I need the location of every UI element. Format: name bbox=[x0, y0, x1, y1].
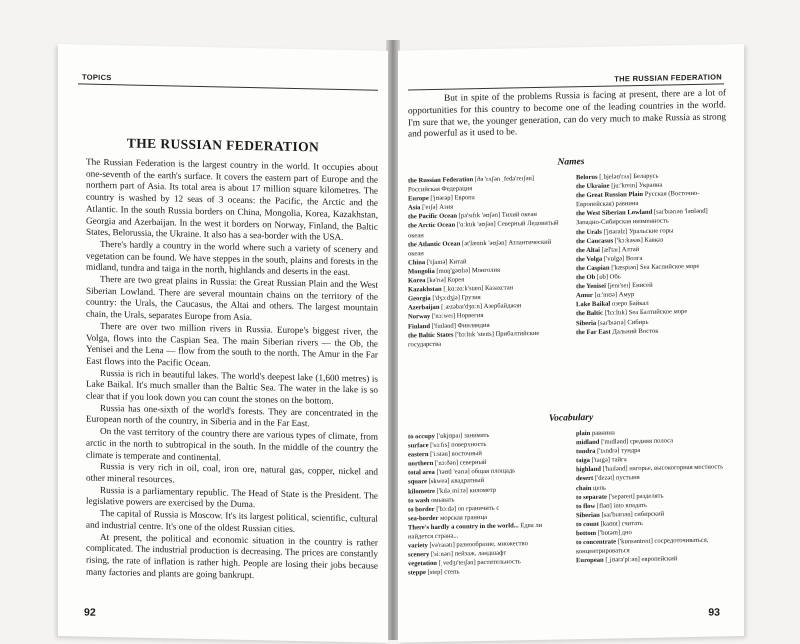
glossary-term: Kazakhstan bbox=[408, 285, 442, 294]
glossary-term: the Ukraine bbox=[576, 182, 610, 191]
glossary-translation: ['iːstən] восточный bbox=[430, 450, 482, 459]
paragraph: At present, the political and economic situation in the country is rather complicated. The industrial production is decreasing. The prices are constantly rising, the rate of inflation is rather high. People are losing their jobs because many factories and plants are going bankrupt. bbox=[86, 531, 378, 580]
glossary-translation: ['siːnərɪ] пейзаж, ландшафт bbox=[430, 549, 507, 559]
glossary-term: scenery bbox=[408, 551, 430, 559]
vocabulary-column-left bbox=[408, 429, 564, 577]
article-body bbox=[86, 157, 378, 584]
glossary-term: the Far East bbox=[576, 328, 611, 336]
glossary-term: to wash bbox=[408, 496, 430, 505]
glossary-translation: [ðə 'rʌʃən ˌfedə'reɪʃən] Российская Федерация bbox=[408, 175, 534, 194]
glossary-term: tundra bbox=[576, 448, 596, 456]
glossary-term: Europe bbox=[408, 195, 429, 203]
glossary-translation: [step] степь bbox=[427, 568, 460, 577]
glossary-term: sea-border bbox=[408, 514, 439, 523]
glossary-term: plain bbox=[576, 429, 591, 438]
glossary-translation: [saɪ'bɪərɪə] Сибирь bbox=[597, 318, 649, 327]
glossary-term: bottom bbox=[576, 529, 597, 538]
glossary-term: to border bbox=[408, 505, 435, 514]
glossary-term: Siberia bbox=[576, 319, 597, 327]
glossary-term: kilometre bbox=[408, 487, 435, 496]
glossary-term: the Atlantic Ocean bbox=[408, 240, 461, 249]
glossary-term: Korea bbox=[408, 277, 426, 285]
glossary-translation: ['haɪlənd] нагорье, высокогорная местность bbox=[602, 463, 724, 474]
glossary-term: variety bbox=[408, 542, 428, 550]
running-head-left: TOPICS bbox=[82, 72, 112, 83]
glossary-translation: ['ɑːktɪk 'əʊʃən] Северный Ледовитый океан bbox=[408, 220, 559, 240]
glossary-term: Norway bbox=[408, 313, 431, 321]
glossary-translation: [ɑː'mʊə] Амур bbox=[594, 291, 635, 300]
glossary-translation: ['sɜːfɪs] поверхность bbox=[430, 441, 487, 450]
glossary-translation: ['kɔːkəsəs] Кавказ bbox=[614, 236, 664, 245]
glossary-term: to occupy bbox=[408, 432, 435, 441]
intro-paragraph bbox=[408, 88, 726, 141]
glossary-translation: [juː'kreɪn] Украина bbox=[611, 181, 663, 190]
paragraph: On the vast territory of the country there are various types of climate, from arctic in the north to subtropical in the south. In the middle of the country the climate is temperate and continental. bbox=[86, 426, 378, 462]
glossary-translation: [jenɪ'seɪ] Енисей bbox=[607, 281, 653, 290]
glossary-term: the Russian Federation bbox=[408, 176, 474, 185]
paragraph: But in spite of the problems Russia is facing at present, there are a lot of opportunities for this country to become one of the leading countries in the world. I'm sure that we, the younger generation, can do very much to make Russia as strong and powerful as it used to be. bbox=[408, 88, 726, 140]
glossary-term: the Pacific Ocean bbox=[408, 212, 458, 221]
glossary-term: Azerbaijan bbox=[408, 304, 440, 312]
glossary-translation: [fləʊ] into впадать bbox=[596, 501, 647, 510]
glossary-term: northern bbox=[408, 460, 434, 468]
glossary-translation: [ˌvedʒɪ'teɪʃən] растительность bbox=[438, 558, 521, 568]
paragraph: Russia is very rich in oil, coal, iron ore, natural gas, copper, nickel and other mineral resources. bbox=[86, 461, 378, 485]
glossary-translation: ['vɒlgə] Волга bbox=[603, 254, 643, 263]
glossary-translation: ['təʊtl 'eərɪə] общая площадь bbox=[436, 467, 516, 477]
glossary-term: the Baltic States bbox=[408, 331, 454, 340]
names-column-left bbox=[408, 173, 564, 349]
glossary-term: China bbox=[408, 258, 426, 267]
glossary-term: desert bbox=[576, 475, 594, 483]
glossary-translation: озеро Байкал bbox=[611, 300, 649, 308]
glossary-translation: [skweə] квадратный bbox=[428, 477, 485, 486]
glossary-term: square bbox=[408, 478, 427, 486]
glossary-translation: ['nɔːðən] северный bbox=[434, 459, 487, 468]
page-number-right: 93 bbox=[708, 606, 720, 619]
glossary-term: the Urals bbox=[576, 228, 602, 236]
glossary-translation: равнина bbox=[591, 429, 615, 437]
glossary-term: the Ob bbox=[576, 273, 596, 282]
glossary-term: Lake Baikal bbox=[576, 300, 611, 309]
glossary-translation: [ət'læntɪk 'əʊʃən] Атлантический океан bbox=[408, 238, 552, 258]
names-heading: Names bbox=[557, 157, 585, 168]
paragraph: There are over two million rivers in Russia. Europe's biggest river, the Volga, flows into the Caspian Sea. The main Siberian rivers — the Ob, the Yenisei and the Lena — flow from the south to the north. The Amur in the Far East flows into the Pacific Ocean. bbox=[86, 320, 378, 369]
glossary-term: Belorus bbox=[576, 173, 598, 182]
glossary-term: Siberian bbox=[576, 511, 600, 520]
glossary-term: steppe bbox=[408, 569, 426, 577]
glossary-term: Asia bbox=[408, 204, 421, 212]
glossary-translation: ['jʊərəp] Европа bbox=[430, 194, 475, 203]
page-title: THE RUSSIAN FEDERATION bbox=[126, 135, 320, 155]
glossary-term: total area bbox=[408, 469, 435, 477]
glossary-translation: ['kɒnsəntreɪt] сосредоточиваться, концентрироваться bbox=[576, 536, 709, 556]
glossary-term: the Arctic Ocean bbox=[408, 222, 456, 230]
paragraph: Russia has one-sixth of the world's forests. They are concentrated in the European north of the country, in Siberia and in the Far East. bbox=[86, 402, 378, 429]
glossary-translation: ['sepəreɪt] разделять bbox=[608, 492, 664, 501]
vocabulary-list bbox=[408, 426, 732, 578]
running-head-right: THE RUSSIAN FEDERATION bbox=[614, 72, 722, 84]
glossary-translation: ['tʌndrə] тундра bbox=[597, 447, 641, 456]
glossary-translation: ['taɪgə] тайга bbox=[591, 456, 627, 465]
glossary-translation: Русская (Восточно-Европейская) равнина bbox=[576, 190, 700, 209]
glossary-term: the Yenisei bbox=[576, 282, 606, 291]
paragraph: There are two great plains in Russia: the Great Russian Plain and the West Siberian Lowland. There are several mountain chains on the territory of the country: the Urals, the Caucasus, the Altai and others. The largest mountain chain, the Urals, separates Europe from Asia. bbox=[86, 273, 378, 323]
glossary-entry bbox=[408, 566, 564, 578]
right-page bbox=[398, 44, 744, 643]
glossary-term: to flow bbox=[576, 502, 596, 510]
glossary-translation: омывать bbox=[431, 496, 455, 504]
glossary-entry bbox=[576, 554, 732, 566]
glossary-translation: ['jʊərəlz] Уральские горы bbox=[603, 226, 674, 236]
glossary-translation: [ˌbjeləʊ'rʌs] Беларусь bbox=[599, 172, 659, 181]
glossary-translation: ['fɪnlənd] Финляндия bbox=[431, 321, 490, 330]
glossary-translation: морская граница bbox=[440, 513, 487, 522]
glossary-translation: ['kɪləˌmiːtə] километр bbox=[436, 486, 497, 495]
names-list bbox=[408, 170, 732, 349]
glossary-translation: [ˌæzəbaɪ'dʒɑːn] Азербайджан bbox=[441, 302, 522, 312]
glossary-term: surface bbox=[408, 442, 429, 450]
glossary-term: the Caucasus bbox=[576, 237, 614, 245]
page-number-left: 92 bbox=[84, 606, 96, 619]
glossary-term: eastern bbox=[408, 451, 429, 459]
glossary-term: to concentrate bbox=[576, 538, 617, 547]
glossary-term: Amur bbox=[576, 292, 593, 300]
glossary-term: the Caspian bbox=[576, 264, 610, 273]
glossary-translation: ['kæspɪən] Sea Каспийское море bbox=[611, 262, 700, 272]
glossary-translation: [kə'rɪə] Корея bbox=[427, 276, 465, 285]
glossary-term: There's hardly a country in the world... bbox=[408, 522, 519, 532]
glossary-translation: [ˌjʊərə'piːən] европейский bbox=[605, 555, 678, 564]
glossary-term: European bbox=[576, 557, 604, 565]
glossary-term: the Baltic bbox=[576, 310, 603, 318]
glossary-translation: ['bɔːltɪk] Sea Балтийское море bbox=[604, 308, 688, 318]
glossary-translation: ['ɒkjʊpaɪ] занимать bbox=[436, 431, 490, 440]
header-rule-left bbox=[78, 83, 378, 90]
paragraph: The Russian Federation is the largest country in the world. It occupies about one-seventh of the earth's surface. It covers the eastern part of Europe and the northern part of Asia. Its total area is about 17 million square kilometres. The country is washed by 12 seas of 3 oceans: the Pacific, the Arctic and the Atlantic. In the south Russia borders on China, Mongolia, Korea, Kazakhstan, Georgia and Azerbaijan. In the west it borders on Norway, Finland, the Baltic States, Belorussia, the Ukraine. It also has a sea-border with the USA. bbox=[86, 156, 378, 243]
glossary-translation: ['bɔːdə] on граничить с bbox=[436, 504, 500, 513]
glossary-translation: цепь bbox=[593, 484, 607, 492]
names-column-right bbox=[576, 170, 732, 346]
glossary-term: vegetation bbox=[408, 560, 437, 568]
glossary-translation: ['tʃaɪnə] Китай bbox=[426, 258, 467, 266]
glossary-term: chain bbox=[576, 484, 592, 492]
glossary-term: Georgia bbox=[408, 295, 431, 303]
paragraph: Russia is rich in beautiful lakes. The world's deepest lake (1,600 metres) is Lake Baikal. It's much smaller than the Baltic Sea. The water in the lake is so clear that if you look down you can count the stones on the bottom. bbox=[86, 367, 378, 406]
glossary-term: highland bbox=[576, 466, 601, 474]
glossary-translation: [və'raɪətɪ] разнообразие, множество bbox=[429, 540, 528, 550]
glossary-entry bbox=[408, 328, 564, 349]
glossary-translation: ['mɪdlənd] средняя полоса bbox=[601, 437, 674, 446]
glossary-term: midland bbox=[576, 438, 600, 447]
glossary-term: the Altai bbox=[576, 246, 600, 254]
glossary-translation: ['bɔːltɪk 'steɪts] Прибалтийские государства bbox=[408, 329, 540, 349]
glossary-term: to count bbox=[576, 520, 599, 529]
glossary-term: the West Siberian Lowland bbox=[576, 209, 653, 218]
glossary-translation: ['bɒtəm] дно bbox=[597, 529, 632, 537]
glossary-translation: [mɒŋ'gəʊlɪə] Монголия bbox=[436, 266, 501, 275]
glossary-term: Finland bbox=[408, 322, 430, 330]
glossary-translation: ['dʒɔːdʒjə] Грузия bbox=[432, 294, 481, 303]
glossary-translation: [kaʊnt] считать bbox=[600, 519, 643, 528]
glossary-translation: [æl'taɪ] Алтай bbox=[601, 245, 640, 254]
glossary-translation: [pə'sɪfɪk 'əʊʃən] Тихий океан bbox=[458, 211, 537, 220]
paragraph: There's hardly a country in the world where such a variety of scenery and vegetation can be found. We have steppes in the south, plains and forests in the midland, tundra and taiga in the north, highlands and deserts in the east. bbox=[86, 238, 378, 278]
glossary-translation: ['dezət] пустыня bbox=[594, 474, 640, 483]
glossary-translation: [ɒb] Обь bbox=[596, 273, 621, 281]
glossary-term: the Volga bbox=[576, 255, 603, 264]
paragraph: The capital of Russia is Moscow. It's its largest political, scientific, cultural and industrial centre. It's one of the oldest Russian cities. bbox=[86, 507, 378, 534]
glossary-translation: [saɪ'bɪərɪən] сибирский bbox=[601, 510, 665, 519]
glossary-translation: ['eɪʃə] Азия bbox=[422, 203, 454, 212]
glossary-term: Mongolia bbox=[408, 267, 435, 276]
glossary-term: to separate bbox=[576, 493, 607, 501]
glossary-translation: [saɪ'bɪərɪən 'ləʊlənd] Западно-Сибирская низменность bbox=[576, 208, 708, 227]
glossary-translation: Едва ли найдется страна... bbox=[408, 521, 543, 541]
vocabulary-column-right bbox=[576, 426, 732, 574]
glossary-term: taiga bbox=[576, 457, 590, 465]
vocabulary-heading: Vocabulary bbox=[548, 412, 594, 424]
glossary-translation: Дальний Восток bbox=[612, 327, 659, 336]
paragraph: Russia is a parliamentary republic. The Head of State is the President. The legislative powers are exercised by the Duma. bbox=[86, 484, 378, 510]
glossary-translation: ['nɔːweɪ] Норвегия bbox=[432, 312, 484, 321]
glossary-term: the Great Russian Plain bbox=[576, 191, 644, 200]
glossary-translation: [ˌkɑːzɑːk'stæn] Казахстан bbox=[443, 284, 514, 293]
left-page bbox=[58, 44, 388, 643]
